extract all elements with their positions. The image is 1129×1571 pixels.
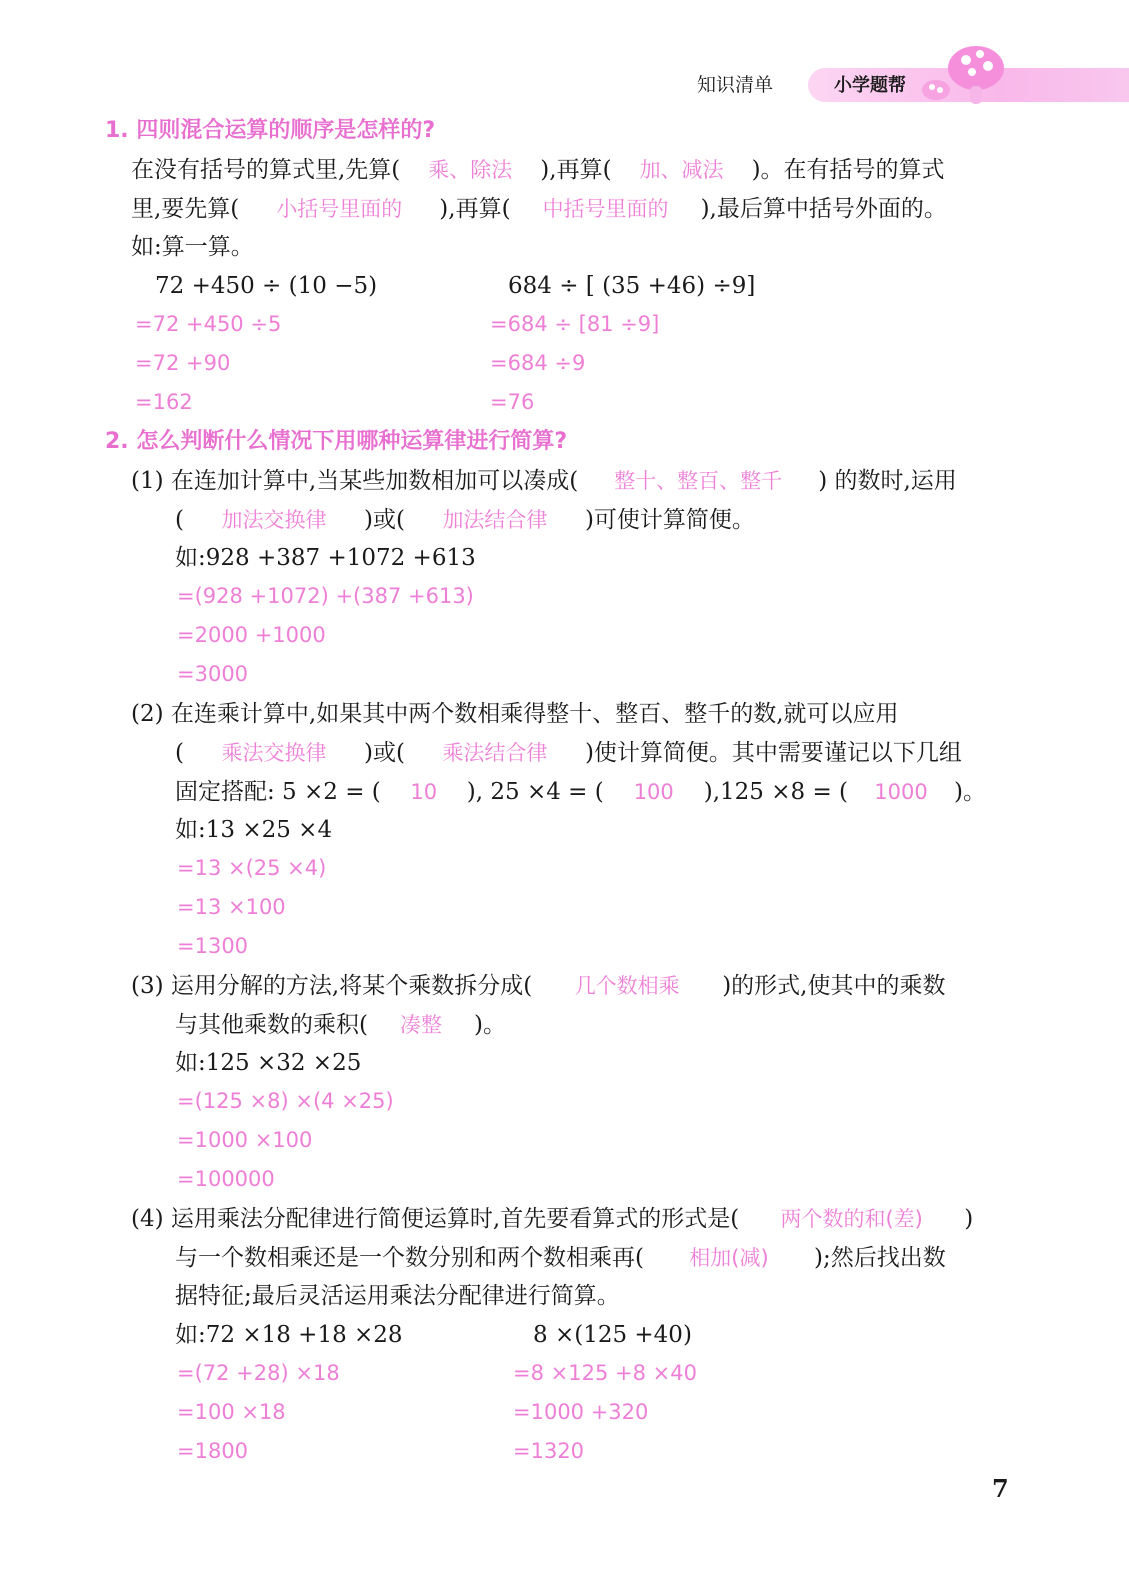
- q2-p2-answer-1: 乘法交换律: [221, 741, 327, 765]
- q2-p1-answer-1: 整十、整百、整千: [614, 469, 783, 493]
- q2-p2-step-2: =13 ×100: [177, 895, 286, 919]
- q2-p2-line-1: (2) 在连乘计算中,如果其中两个数相乘得整十、整百、整千的数,就可以应用: [131, 701, 899, 727]
- q2-p2-step-3: =1300: [177, 934, 249, 958]
- q2-p4-example-1-expr: 如:72 ×18 +18 ×28: [175, 1322, 403, 1348]
- q1-example-2-step-1: =684 ÷ [81 ÷9]: [490, 312, 660, 336]
- q2-p4-answer-1: 两个数的和(差): [780, 1207, 923, 1231]
- q1-example-1-step-2: =72 +90: [135, 351, 231, 375]
- q2-p1-line-2: ( 加法交换律 )或( 加法结合律 )可使计算简便。: [175, 507, 755, 533]
- header-section: 知识清单: [697, 74, 774, 96]
- q2-p3-step-3: =100000: [177, 1167, 275, 1191]
- q2-p2-answer-2: 乘法结合律: [442, 741, 548, 765]
- q2-p2-example: 如:13 ×25 ×4: [175, 817, 333, 843]
- page-number: 7: [992, 1474, 1009, 1503]
- q1-line-1: 在没有括号的算式里,先算( 乘、除法 ),再算( 加、减法 )。在有括号的算式: [131, 157, 945, 183]
- q2-p4-line-3: 据特征;最后灵活运用乘法分配律进行简算。: [175, 1283, 620, 1309]
- q2-p4-answer-2: 相加(减): [689, 1246, 769, 1270]
- q2-p2-answer-5: 1000: [874, 780, 928, 804]
- q1-example-2-step-2: =684 ÷9: [490, 351, 586, 375]
- mushroom-icon: [918, 42, 1008, 110]
- q2-p2-line-2: ( 乘法交换律 )或( 乘法结合律 )使计算简便。其中需要谨记以下几组: [175, 740, 962, 766]
- q1-answer-4: 中括号里面的: [542, 197, 669, 221]
- q2-p1-example: 如:928 +387 +1072 +613: [175, 545, 476, 571]
- q2-p4-line-1: (4) 运用乘法分配律进行简便运算时,首先要看算式的形式是( 两个数的和(差) ): [131, 1206, 974, 1232]
- q2-p3-answer-1: 几个数相乘: [574, 974, 680, 998]
- q2-p4-example-1-step-1: =(72 +28) ×18: [177, 1361, 340, 1385]
- q1-answer-3: 小括号里面的: [276, 197, 403, 221]
- q1-answer-1: 乘、除法: [428, 158, 513, 182]
- q1-example-1-step-1: =72 +450 ÷5: [135, 312, 282, 336]
- q2-p3-step-2: =1000 ×100: [177, 1128, 313, 1152]
- q2-p3-example: 如:125 ×32 ×25: [175, 1050, 362, 1076]
- q2-p1-step-3: =3000: [177, 662, 249, 686]
- q1-line-3: 如:算一算。: [131, 234, 254, 260]
- q1-example-1-step-3: =162: [135, 390, 193, 414]
- q2-p4-example-2-step-2: =1000 +320: [513, 1400, 649, 1424]
- q2-p1-answer-2: 加法交换律: [221, 508, 327, 532]
- q2-title: 2. 怎么判断什么情况下用哪种运算律进行简算?: [105, 429, 568, 454]
- q2-p1-answer-3: 加法结合律: [442, 508, 548, 532]
- q1-example-1-expr: 72 +450 ÷ (10 −5): [155, 273, 378, 299]
- q2-p4-example-1-step-2: =100 ×18: [177, 1400, 286, 1424]
- q1-example-2-expr: 684 ÷ [ (35 +46) ÷9]: [508, 273, 756, 299]
- q2-p2-answer-4: 100: [633, 780, 674, 804]
- header-brand: 小学题帮: [834, 75, 906, 96]
- q1-line-2: 里,要先算( 小括号里面的 ),再算( 中括号里面的 ),最后算中括号外面的。: [131, 196, 947, 222]
- q2-p2-answer-3: 10: [410, 780, 438, 804]
- q1-example-2-step-3: =76: [490, 390, 535, 414]
- q2-p4-example-1-step-3: =1800: [177, 1439, 249, 1463]
- q2-p3-line-1: (3) 运用分解的方法,将某个乘数拆分成( 几个数相乘 )的形式,使其中的乘数: [131, 973, 946, 999]
- q2-p2-line-3: 固定搭配: 5 ×2 = ( 10 ), 25 ×4 = ( 100 ),125 ×8 = ( 1000 )。: [175, 779, 986, 805]
- q2-p3-step-1: =(125 ×8) ×(4 ×25): [177, 1089, 394, 1113]
- q2-p2-step-1: =13 ×(25 ×4): [177, 856, 327, 880]
- q2-p4-example-2-step-1: =8 ×125 +8 ×40: [513, 1361, 697, 1385]
- q2-p3-answer-2: 凑整: [399, 1013, 442, 1037]
- q1-answer-2: 加、减法: [639, 158, 724, 182]
- q2-p4-line-2: 与一个数相乘还是一个数分别和两个数相乘再( 相加(减) );然后找出数: [175, 1245, 946, 1271]
- q2-p4-example-2-expr: 8 ×(125 +40): [533, 1322, 692, 1348]
- q2-p3-line-2: 与其他乘数的乘积( 凑整 )。: [175, 1012, 506, 1038]
- q2-p4-example-2-step-3: =1320: [513, 1439, 585, 1463]
- q2-p1-step-1: =(928 +1072) +(387 +613): [177, 584, 474, 608]
- q2-p1-line-1: (1) 在连加计算中,当某些加数相加可以凑成( 整十、整百、整千 ) 的数时,运用: [131, 468, 957, 494]
- q1-title: 1. 四则混合运算的顺序是怎样的?: [105, 118, 436, 143]
- q2-p1-step-2: =2000 +1000: [177, 623, 326, 647]
